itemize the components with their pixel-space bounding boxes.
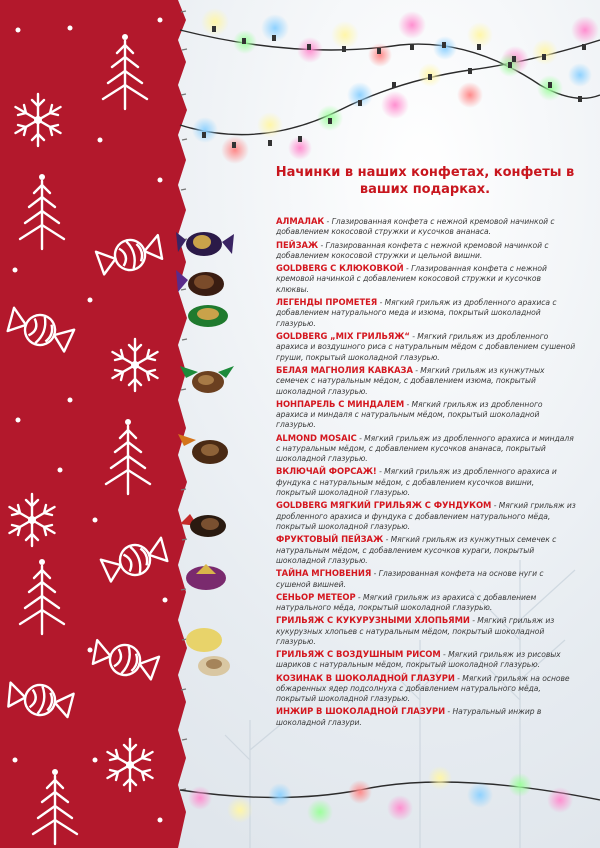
item-description: - Глазированная конфета с нежной кремовой начинкой с добавлением кокосовой стружки и кусочков клюквы. [276, 264, 547, 294]
item-description: - Мягкий грильяж из кунжутных семечек с натуральным мёдом, с добавлением изюма, покрытый шоколадной глазурью. [276, 365, 545, 396]
list-item [276, 297, 576, 329]
list-item [276, 673, 576, 705]
candy-2 [176, 270, 224, 296]
list-item [276, 649, 576, 671]
candy-4 [180, 366, 234, 393]
item-name: ТАЙНА МГНОВЕНИЯ [276, 568, 372, 579]
item-name: ФРУКТОВЫЙ ПЕЙЗАЖ [276, 534, 384, 545]
candy-7 [186, 564, 226, 590]
item-description: - Натуральный инжир в шоколадной глазури. [276, 707, 542, 727]
item-description: - Мягкий грильяж из дробленного арахиса с добавлением натурального меда и изюма, покрытый шоколадной глазурью. [276, 297, 557, 328]
candy-8 [186, 628, 230, 676]
list-item [276, 240, 576, 262]
item-name: ЛЕГЕНДЫ ПРОМЕТЕЯ [276, 296, 378, 307]
item-description: - Мягкий грильяж из дробленного арахиса и фундука с натуральным мёдом, с добавлением кусочков вишни, покрытый шоколадной глазурью. [276, 467, 557, 498]
item-description: - Глазированная конфета с нежной кремовой начинкой с добавлением кокосовой стружки и кусочков ананаса. [276, 217, 555, 237]
list-item [276, 592, 576, 614]
list-item [276, 500, 576, 532]
candy-3 [188, 305, 228, 327]
item-description: - Мягкий грильяж из дробленного арахиса и воздушного риса с натуральным мёдом с добавлением сушеной груши, покрытый шоколадной глазурью. [276, 331, 576, 362]
item-name: НОНПАРЕЛЬ С МИНДАЛЕМ [276, 398, 405, 409]
list-item [276, 331, 576, 363]
list-item [276, 568, 576, 590]
list-item [276, 534, 576, 566]
item-name: GOLDBERG МЯГКИЙ ГРИЛЬЯЖ С ФУНДУКОМ [276, 500, 492, 511]
list-item [276, 706, 576, 728]
page-title: Начинки в наших конфетах, конфеты в ваших подарках. [275, 165, 575, 197]
list-item [276, 433, 576, 465]
item-name: ПЕЙЗАЖ [276, 239, 319, 250]
list-item [276, 365, 576, 397]
list-item [276, 615, 576, 647]
list-item [276, 263, 576, 295]
item-name: ГРИЛЬЯЖ С ВОЗДУШНЫМ РИСОМ [276, 649, 441, 660]
item-description: - Мягкий грильяж из дробленного арахиса и миндаля с натуральным мёдом, с добавлением кусочков ананаса, покрытый шоколадной глазурью. [276, 433, 574, 464]
item-name: АЛМАЛАК [276, 216, 325, 226]
item-description: - Мягкий грильяж из арахиса с добавлением натурального мёда, покрытый шоколадной глазурью. [276, 592, 537, 613]
item-description: - Мягкий грильяж на основе обжаренных ядер подсолнуха с добавлением натурального мёда, покрытый шоколадной глазурью. [276, 673, 570, 704]
item-name: КОЗИНАК В ШОКОЛАДНОЙ ГЛАЗУРИ [276, 672, 455, 683]
candy-1 [176, 232, 234, 256]
item-name: ГРИЛЬЯЖ С КУКУРУЗНЫМИ ХЛОПЬЯМИ [276, 615, 470, 626]
item-name: СЕНЬОР МЕТЕОР [276, 591, 356, 602]
item-name: GOLDBERG „MIX ГРИЛЬЯЖ“ [276, 330, 410, 341]
candy-5 [178, 434, 228, 464]
item-description: - Глазированная конфета с нежной кремовой начинкой с добавлением кокосовой стружки и цельной вишни. [276, 240, 549, 260]
item-description: - Мягкий грильяж из рисовых шариков с натуральным мёдом, покрытый шоколадной глазурью. [276, 650, 561, 670]
list-item [276, 466, 576, 498]
item-name: ВКЛЮЧАЙ ФОРСАЖ! [276, 466, 377, 477]
list-item [276, 399, 576, 431]
item-name: ALMOND MOSAIC [276, 432, 357, 443]
candy-6 [180, 514, 226, 537]
item-name: GOLDBERG С КЛЮКОВКОЙ [276, 263, 404, 273]
item-description: - Мягкий грильяж из кунжутных семечек с натуральным мёдом, с добавлением кусочков кураги, покрытый шоколадной глазурью. [276, 535, 557, 566]
item-description: - Глазированная конфета на основе нуги с сушеной вишней. [276, 569, 544, 589]
item-name: БЕЛАЯ МАГНОЛИЯ КАВКАЗА [276, 364, 413, 375]
filling-list [276, 216, 576, 728]
list-item [276, 216, 576, 238]
item-description: - Мягкий грильяж из дробленного арахиса и миндаля с натуральным мёдом, покрытый шоколадной глазурью. [276, 399, 543, 430]
candy-images [176, 228, 240, 698]
item-name: ИНЖИР В ШОКОЛАДНОЙ ГЛАЗУРИ [276, 706, 446, 717]
item-description: - Мягкий грильяж из дробленного арахиса и фундука с добавлением натурального мёда, покрытый шоколадной глазурью. [276, 501, 576, 532]
item-description: - Мягкий грильяж из кукурузных хлопьев с натуральным мёдом, покрытый шоколадной глазурью. [276, 616, 555, 646]
filling-list-section [276, 164, 576, 730]
